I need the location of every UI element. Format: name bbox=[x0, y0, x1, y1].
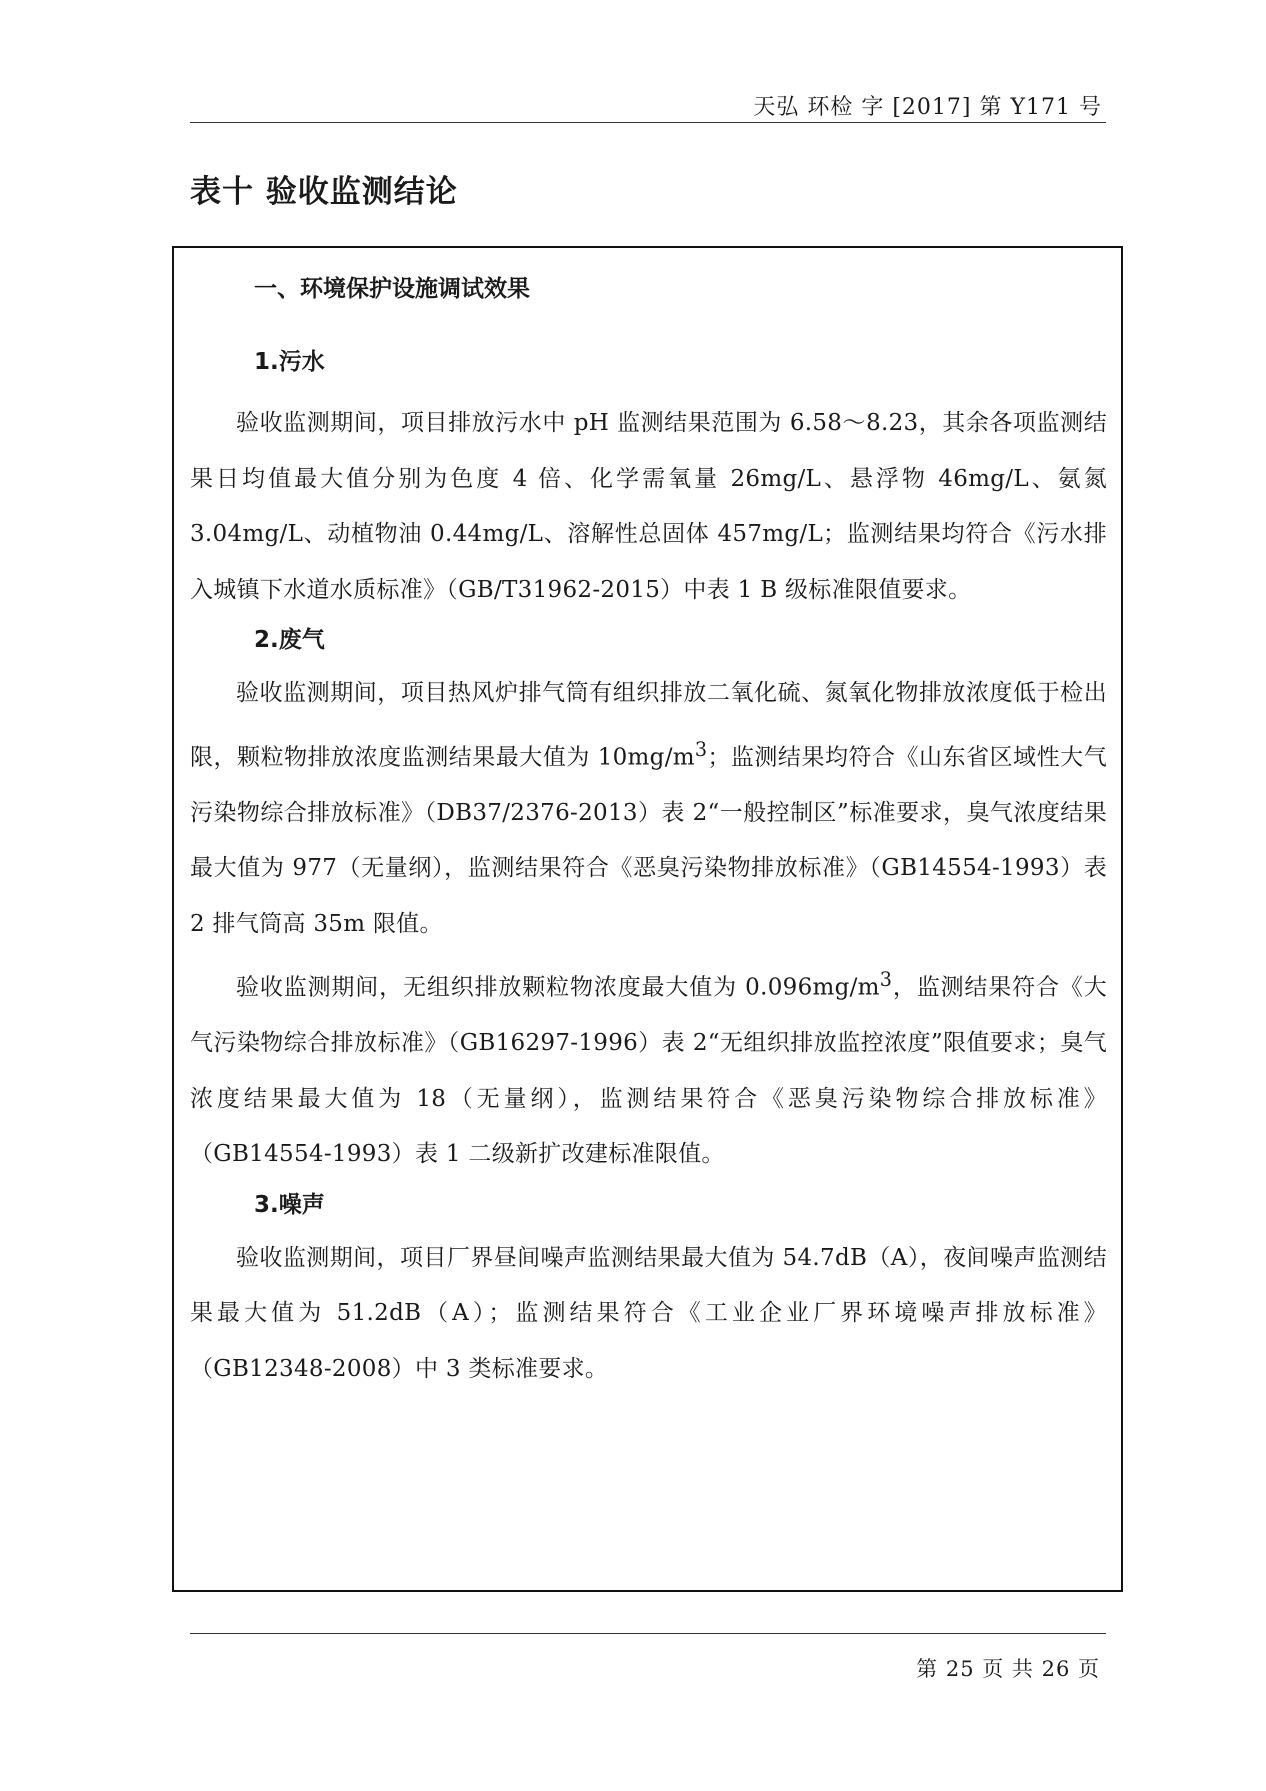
superscript-3: 3 bbox=[694, 737, 708, 761]
page-header bbox=[190, 88, 1106, 123]
wastewater-paragraph: 验收监测期间，项目排放污水中 pH 监测结果范围为 6.58～8.23，其余各项监测结果日均值最大值分别为色度 4 倍、化学需氧量 26mg/L、悬浮物 46mg/L、氨氮 3.04mg/L、动植物油 0.44mg/L、溶解性总固体 457mg/L；监测结果均符合《污水排入城镇下水道水质标准》（GB/T31962-2015）中表 1 B 级标准限值要求。 bbox=[190, 410, 1107, 603]
page-title: 表十 验收监测结论 bbox=[190, 174, 458, 210]
noise-heading: 3.噪声 bbox=[254, 1191, 325, 1218]
exhaust-paragraph-fugitive bbox=[190, 952, 1107, 1183]
exhaust-paragraph-fugitive-part2: ，监测结果符合《大气污染物综合排放标准》（GB16297-1996）表 2“无组织排放监控浓度”限值要求；臭气浓度结果最大值为 18（无量纲），监测结果符合《恶臭污染物综合排放标准》（GB14554-1993）表 1 二级新扩改建标准限值。 bbox=[190, 974, 1108, 1168]
page-footer bbox=[190, 1633, 1106, 1681]
exhaust-paragraph-fugitive-part1: 验收监测期间，无组织排放颗粒物浓度最大值为 0.096mg/m bbox=[236, 974, 880, 1001]
exhaust-paragraph-organized bbox=[190, 666, 1107, 952]
document-reference: 天弘 环检 字 [2017] 第 Y171 号 bbox=[753, 95, 1102, 120]
superscript-3: 3 bbox=[879, 968, 893, 992]
section-heading: 一、环境保护设施调试效果 bbox=[254, 276, 530, 302]
page-number: 第 25 页 共 26 页 bbox=[916, 1657, 1100, 1681]
conclusion-box bbox=[172, 246, 1123, 1592]
exhaust-paragraph-organized-part1: 验收监测期间，项目热风炉排气筒有组织排放二氧化硫、氮氧化物排放浓度低于检出限，颗粒物排放浓度监测结果最大值为 10mg/m bbox=[190, 680, 1107, 771]
noise-paragraph: 验收监测期间，项目厂界昼间噪声监测结果最大值为 54.7dB（A），夜间噪声监测结果最大值为 51.2dB（A）；监测结果符合《工业企业厂界环境噪声排放标准》（GB12348-2008）中 3 类标准要求。 bbox=[190, 1244, 1107, 1382]
exhaust-heading: 2.废气 bbox=[254, 627, 325, 653]
conclusion-content bbox=[190, 274, 1107, 1397]
wastewater-heading: 1.污水 bbox=[254, 349, 325, 375]
exhaust-paragraph-organized-part2: ；监测结果均符合《山东省区域性大气污染物综合排放标准》（DB37/2376-2013）表 2“一般控制区”标准要求，臭气浓度结果最大值为 977（无量纲），监测结果符合《恶臭污染物排放标准》（GB14554-1993）表 2 排气筒高 35m 限值。 bbox=[190, 744, 1107, 937]
